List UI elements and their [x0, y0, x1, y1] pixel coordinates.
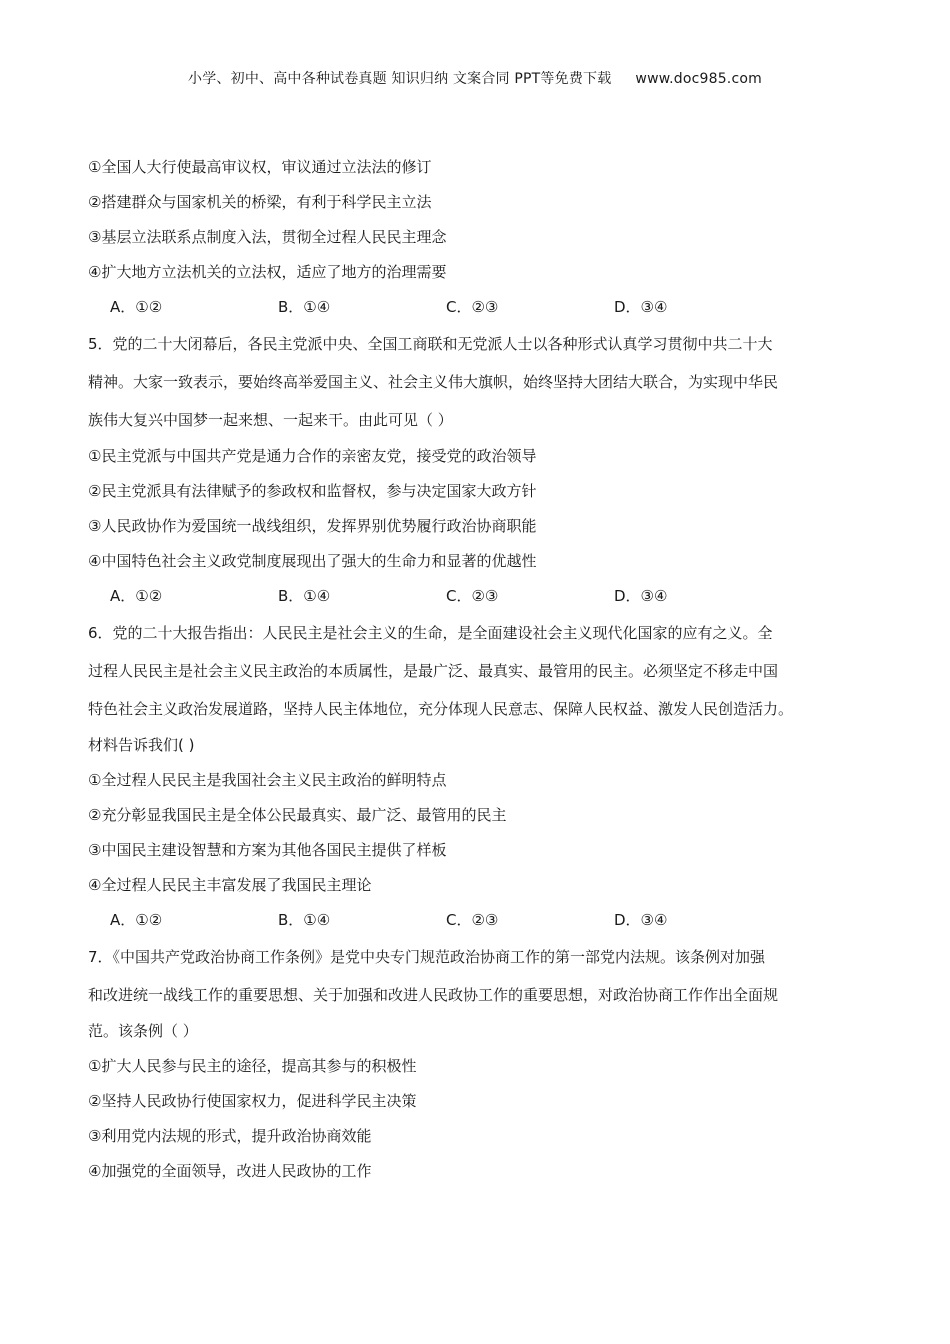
header-text: 小学、初中、高中各种试卷真题 知识归纳 文案合同 PPT等免费下载 [188, 71, 612, 87]
q4-option-4: ④扩大地方立法机关的立法权，适应了地方的治理需要 [88, 263, 447, 281]
q6-stem-line-1: 6．党的二十大报告指出：人民民主是社会主义的生命，是全面建设社会主义现代化国家的应有之义。全 [88, 624, 773, 642]
q6-choice-c[interactable]: C．②③ [446, 911, 499, 929]
q6-choice-d[interactable]: D．③④ [614, 911, 668, 929]
q6-option-4: ④全过程人民民主丰富发展了我国民主理论 [88, 876, 372, 894]
question-6 [88, 614, 878, 938]
question-5 [88, 325, 878, 614]
q6-option-3: ③中国民主建设智慧和方案为其他各国民主提供了样板 [88, 841, 447, 859]
q5-stem-line-3: 族伟大复兴中国梦一起来想、一起来干。由此可见（ ） [88, 411, 453, 429]
q5-stem-line-2: 精神。大家一致表示，要始终高举爱国主义、社会主义伟大旗帜，始终坚持大团结大联合，为实现中华民 [88, 373, 779, 391]
q4-option-1: ①全国人大行使最高审议权，审议通过立法法的修订 [88, 158, 432, 176]
q6-option-2: ②充分彰显我国民主是全体公民最真实、最广泛、最管用的民主 [88, 806, 507, 824]
q5-option-4: ④中国特色社会主义政党制度展现出了强大的生命力和显著的优越性 [88, 552, 537, 570]
q5-option-1: ①民主党派与中国共产党是通力合作的亲密友党，接受党的政治领导 [88, 447, 537, 465]
question-7 [88, 938, 878, 1189]
q7-option-1: ①扩大人民参与民主的途径，提高其参与的积极性 [88, 1057, 417, 1075]
q5-choice-d[interactable]: D．③④ [614, 587, 668, 605]
q4-choices [88, 290, 878, 325]
q6-stem-line-4: 材料告诉我们( ) [88, 736, 195, 754]
q6-choice-b[interactable]: B．①④ [278, 911, 331, 929]
q4-choice-b[interactable]: B．①④ [278, 298, 331, 316]
q5-stem-line-1: 5．党的二十大闭幕后，各民主党派中央、全国工商联和无党派人士以各种形式认真学习贯彻中共二十大 [88, 335, 773, 353]
q5-choice-b[interactable]: B．①④ [278, 587, 331, 605]
q5-choice-a[interactable]: A．①② [110, 587, 163, 605]
q7-stem-line-1: 7．《中国共产党政治协商工作条例》是党中央专门规范政治协商工作的第一部党内法规。该条例对加强 [88, 948, 766, 966]
q6-stem-line-3: 特色社会主义政治发展道路，坚持人民主体地位，充分体现人民意志、保障人民权益、激发人民创造活力。 [88, 700, 794, 718]
q4-choice-a[interactable]: A．①② [110, 298, 163, 316]
document-body [88, 150, 878, 1189]
q4-choice-c[interactable]: C．②③ [446, 298, 499, 316]
q6-option-1: ①全过程人民民主是我国社会主义民主政治的鲜明特点 [88, 771, 447, 789]
q5-option-2: ②民主党派具有法律赋予的参政权和监督权，参与决定国家大政方针 [88, 482, 537, 500]
q7-option-2: ②坚持人民政协行使国家权力，促进科学民主决策 [88, 1092, 417, 1110]
q7-stem-line-3: 范。该条例（ ） [88, 1022, 198, 1040]
q4-option-3: ③基层立法联系点制度入法，贯彻全过程人民民主理念 [88, 228, 447, 246]
q7-option-4: ④加强党的全面领导，改进人民政协的工作 [88, 1162, 372, 1180]
q4-choice-d[interactable]: D．③④ [614, 298, 668, 316]
q6-choice-a[interactable]: A．①② [110, 911, 163, 929]
q7-option-3: ③利用党内法规的形式，提升政治协商效能 [88, 1127, 372, 1145]
q5-option-3: ③人民政协作为爱国统一战线组织，发挥界别优势履行政治协商职能 [88, 517, 537, 535]
question-4 [88, 150, 878, 325]
q6-choices [88, 903, 878, 938]
page-header [0, 68, 950, 88]
q7-stem-line-2: 和改进统一战线工作的重要思想、关于加强和改进人民政协工作的重要思想，对政治协商工作作出全面规 [88, 986, 779, 1004]
header-site-link[interactable]: www.doc985.com [635, 71, 762, 87]
q5-choice-c[interactable]: C．②③ [446, 587, 499, 605]
q5-choices [88, 579, 878, 614]
q6-stem-line-2: 过程人民民主是社会主义民主政治的本质属性，是最广泛、最真实、最管用的民主。必须坚定不移走中国 [88, 662, 779, 680]
q4-option-2: ②搭建群众与国家机关的桥梁，有利于科学民主立法 [88, 193, 432, 211]
